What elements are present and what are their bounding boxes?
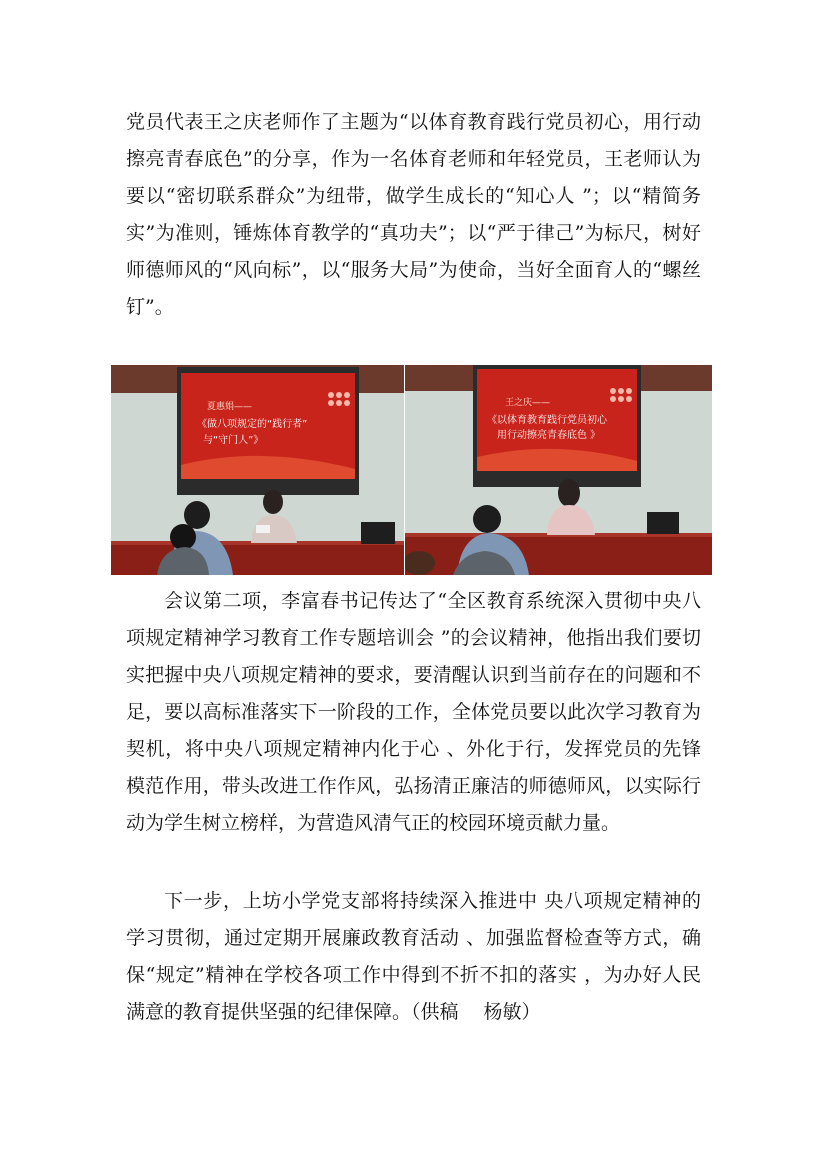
paragraph-next-steps: 下一步，上坊小学党支部将持续深入推进中 央八项规定精神的学习贯彻，通过定期开展廉政教育活动 、加强监督检查等方式，确保“规定”精神在学校各项工作中得到不折不扣的落实 ，为办好人民满意的教育提供坚强的纪律保障。（供稿 杨敏）	[126, 890, 701, 1023]
paragraph-secretary-report: 会议第二项，李富春书记传达了“全区教育系统深入贯彻中央八项规定精神学习教育工作专题培训会 ”的会议精神，他指出我们要切实把握中央八项规定精神的要求，要清醒认识到当前存在的问题和不足，要以高标准落实下一阶段的工作，全体党员要以此次学习教育为契机，将中央八项规定精神内化于心 、外化于行，发挥党员的先锋模范作用，带头改进工作作风，弘扬清正廉洁的师德师风，以实际行动为学生树立榜样，为营造风清气正的校园环境贡献力量。	[126, 590, 701, 834]
photo-speaker-wang	[405, 365, 712, 575]
meeting-photo-strip	[111, 365, 712, 575]
slide-title-line2: 用行动擦亮青春底色 》	[497, 430, 601, 441]
slide-speaker: 王之庆——	[505, 398, 551, 408]
paragraph-speaker-share: 党员代表王之庆老师作了主题为“以体育教育践行党员初心，用行动擦亮青春底色”的分享，作为一名体育老师和年轻党员，王老师认为要以“密切联系群众”为纽带，做学生成长的“知心人 ”；以“精简务实”为准则，锤炼体育教学的“真功夫”；以“严于律己”为标尺，树好师德师风的“风向标”，以“服务大局”为使命，当好全面育人的“螺丝钉”。	[126, 111, 701, 318]
desk	[405, 535, 712, 575]
desk	[111, 543, 404, 575]
slide-title-line1: 《以体育教育践行党员初心	[487, 415, 607, 426]
slide-title-line1: 《做八项规定的“践行者”	[197, 419, 308, 430]
slide-speaker: 夏惠娟——	[207, 402, 253, 412]
slide-title-line2: 与“守门人”》	[203, 435, 264, 446]
photo-speaker-xia	[111, 365, 404, 575]
